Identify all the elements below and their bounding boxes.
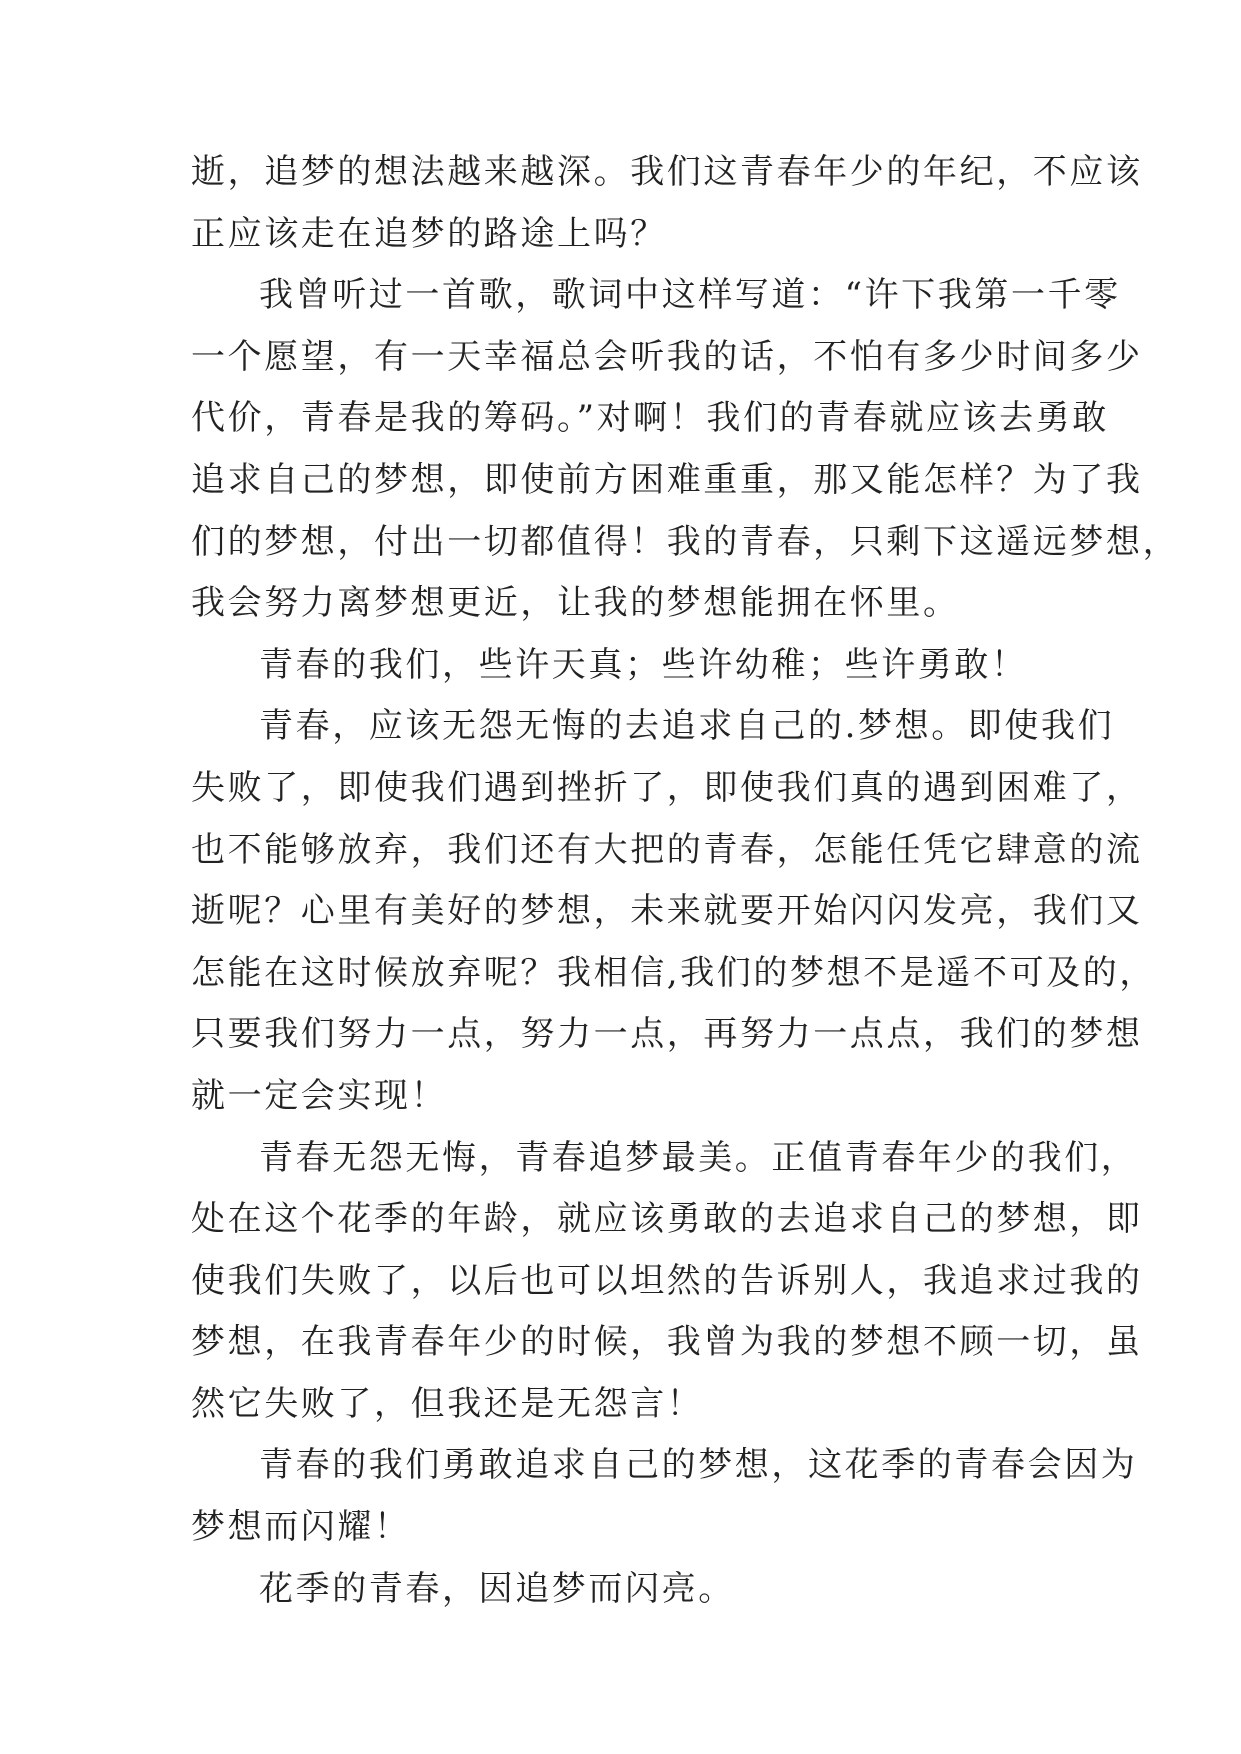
text-line: 代价，青春是我的筹码。”对啊！我们的青春就应该去勇敢	[191, 398, 1109, 439]
paragraph-6	[191, 1435, 1138, 1558]
text-line: 只要我们努力一点，努力一点，再努力一点点，我们的梦想	[191, 1014, 1143, 1055]
text-line: 梦想而闪耀！	[191, 1507, 411, 1548]
text-line: 怎能在这时候放弃呢？我相信,我们的梦想不是遥不可及的，	[191, 952, 1157, 993]
text-line: 就一定会实现！	[191, 1075, 448, 1116]
text-line: 梦想，在我青春年少的时候，我曾为我的梦想不顾一切，虽	[191, 1322, 1143, 1363]
paragraph-1	[191, 142, 1143, 265]
text-line: 我曾听过一首歌，歌词中这样写道：“许下我第一千零	[259, 275, 1121, 316]
text-line: 花季的青春，因追梦而闪亮。	[259, 1568, 735, 1609]
paragraph-5	[191, 1128, 1143, 1436]
paragraph-4	[191, 696, 1157, 1127]
text-line: 然它失败了，但我还是无怨言！	[191, 1383, 704, 1424]
text-line: 青春无怨无悔，青春追梦最美。正值青春年少的我们，	[259, 1137, 1138, 1178]
text-line: 们的梦想，付出一切都值得！我的青春，只剩下这遥远梦想，	[191, 521, 1180, 562]
text-line: 使我们失败了，以后也可以坦然的告诉别人，我追求过我的	[191, 1260, 1143, 1301]
paragraph-3	[191, 635, 1051, 697]
text-line: 一个愿望，有一天幸福总会听我的话，不怕有多少时间多少	[191, 336, 1143, 377]
document-body	[191, 142, 1180, 1620]
text-line: 逝呢？心里有美好的梦想，未来就要开始闪闪发亮，我们又	[191, 891, 1143, 932]
paragraph-2	[191, 265, 1180, 635]
text-line: 我会努力离梦想更近，让我的梦想能拥在怀里。	[191, 583, 960, 624]
text-line: 逝，追梦的想法越来越深。我们这青春年少的年纪，不应该	[191, 152, 1143, 192]
text-line: 失败了，即使我们遇到挫折了，即使我们真的遇到困难了，	[191, 767, 1143, 808]
text-line: 青春的我们，些许天真；些许幼稚；些许勇敢！	[259, 644, 1028, 685]
text-line: 青春，应该无怨无悔的去追求自己的.梦想。即使我们	[259, 706, 1115, 747]
text-line: 追求自己的梦想，即使前方困难重重，那又能怎样？为了我	[191, 459, 1143, 500]
text-line: 正应该走在追梦的路途上吗？	[191, 213, 667, 254]
paragraph-7	[191, 1559, 1051, 1621]
text-line: 也不能够放弃，我们还有大把的青春，怎能任凭它肆意的流	[191, 829, 1143, 870]
text-line: 处在这个花季的年龄，就应该勇敢的去追求自己的梦想，即	[191, 1199, 1143, 1240]
text-line: 青春的我们勇敢追求自己的梦想，这花季的青春会因为	[259, 1445, 1138, 1486]
